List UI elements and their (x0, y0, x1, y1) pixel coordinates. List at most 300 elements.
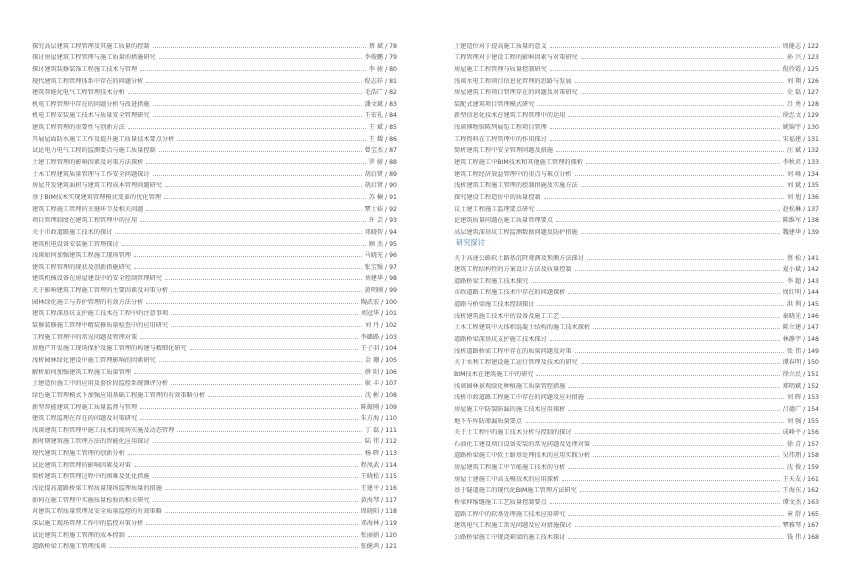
toc-entry-author-page: 刘 丹 / 102 (364, 322, 397, 330)
toc-entry-author-page: 王 耀 / 86 (368, 135, 397, 143)
toc-entry[interactable] (32, 306, 397, 318)
toc-entry[interactable] (32, 411, 397, 423)
toc-entry-title: 浅析建筑工程施工管理的控制措施及实施方法 (454, 182, 578, 190)
toc-entry[interactable] (32, 236, 397, 248)
dot-leader (580, 491, 780, 492)
dot-leader (575, 433, 780, 434)
toc-entry[interactable] (454, 483, 819, 495)
dot-leader (581, 58, 784, 59)
dot-leader (556, 221, 780, 222)
toc-entry-author-page: 罗 骏 / 88 (368, 159, 397, 167)
toc-entry-author-page: 刘 强 / 155 (786, 417, 819, 425)
toc-entry-title: 关于水利工程建设施工运行管理及技术的研究 (454, 359, 578, 367)
dot-leader (550, 128, 780, 129)
dot-leader (134, 256, 362, 257)
toc-entry[interactable] (454, 166, 819, 178)
toc-entry[interactable] (32, 143, 397, 155)
toc-entry[interactable] (454, 355, 819, 367)
toc-entry[interactable] (32, 445, 397, 457)
toc-entry-author-page: 胡启贤 / 90 (364, 182, 397, 190)
toc-entry-title: 市政道路工程施工技术中存在的问题探析 (454, 289, 566, 297)
toc-entry-title: 浅谈园林景观绿化种植施工质量管控措施 (454, 382, 566, 390)
toc-entry-author-page: 许 芸 / 93 (368, 217, 397, 225)
toc-entry-author-page: 章 舒 / 165 (786, 510, 819, 518)
toc-entry[interactable] (32, 282, 397, 294)
toc-entry-author-page: 徐立民 / 151 (782, 370, 819, 378)
toc-entry[interactable] (32, 201, 397, 213)
toc-entry[interactable] (454, 96, 819, 108)
dot-leader (159, 151, 362, 152)
toc-entry-author-page: 周红明 / 144 (782, 289, 819, 297)
toc-entry-title: 关于高速公路软土路基沉降观测及预测方法探讨 (454, 254, 584, 262)
toc-entry-title: 道路桥梁施工中软土路基处理技术的应用实践分析 (454, 452, 591, 460)
toc-entry-title: 对建筑工程质量管理及安全质量监控的有效策略 (32, 508, 162, 516)
toc-entry[interactable] (454, 119, 819, 131)
toc-entry[interactable] (454, 343, 819, 355)
dot-leader (140, 70, 366, 71)
toc-entry-author-page: 倪志祥 / 81 (364, 77, 397, 85)
toc-entry-title: 土木工程建筑质量管理与工作安全问题探讨 (32, 170, 150, 178)
dot-leader (568, 116, 779, 117)
dot-leader (550, 503, 780, 504)
toc-entry-title: 房屋土建施工中高支模技术的应用探析 (454, 475, 560, 483)
toc-entry-title: 土建工程管理的影响因素及对策方法探析 (32, 159, 144, 167)
toc-entry-author-page: 李 骏 / 80 (368, 65, 397, 73)
toc-entry-title: 工程施工管理中的常见问题及管理对策 (32, 333, 138, 341)
toc-entry[interactable] (454, 50, 819, 62)
toc-entry-title: 浅析园林绿化建设中施工管理影响的因素研究 (32, 356, 156, 364)
toc-entry-title: 项目管理制度在建筑工程管理中的应用 (32, 217, 138, 225)
toc-entry-title: 试论建筑工程施工管理的成本控制 (32, 531, 125, 539)
toc-entry[interactable] (454, 178, 819, 190)
dot-leader (581, 363, 780, 364)
toc-entry[interactable] (32, 248, 397, 260)
toc-entry[interactable] (454, 378, 819, 390)
toc-entry-author-page: 毛浩广 / 82 (364, 89, 397, 97)
toc-entry-author-page: 刘 旭 / 136 (786, 193, 819, 201)
dot-leader (575, 352, 784, 353)
toc-entry-author-page: 魏建华 / 139 (782, 228, 819, 236)
toc-entry-author-page: 李 超 / 143 (786, 277, 819, 285)
toc-entry[interactable] (32, 259, 397, 271)
toc-entry-author-page: 成峰平 / 156 (782, 429, 819, 437)
toc-entry[interactable] (32, 108, 397, 120)
toc-entry-title: 石油化工建设项目设备安装的常见问题及处理对策 (454, 440, 591, 448)
toc-entry[interactable] (454, 85, 819, 97)
dot-leader (171, 384, 362, 385)
dot-leader (146, 82, 361, 83)
toc-entry-author-page: 郑明斌 / 152 (782, 382, 819, 390)
toc-entry[interactable] (32, 376, 397, 388)
toc-entry-author-page: 沈 俊 / 159 (786, 464, 819, 472)
toc-entry-author-page: 林静宇 / 148 (782, 336, 819, 344)
toc-entry[interactable] (32, 166, 397, 178)
toc-entry-title: 浅论提高道路桥梁工程质量现场监理质量的措施 (32, 484, 162, 492)
toc-entry-title: 装配式建筑项目管理模式研究 (454, 100, 535, 108)
dot-leader (208, 396, 362, 397)
dot-leader (568, 293, 779, 294)
dot-leader (562, 317, 779, 318)
toc-entry-title: 浅谈博物馆陈列展览工程项目管理 (454, 124, 547, 132)
toc-entry-title: 浅析道路桥梁工程中存在的质量问题及对策 (454, 347, 572, 355)
dot-leader (550, 47, 780, 48)
toc-entry[interactable] (454, 320, 819, 332)
toc-entry-title: 浅谈如何加强建筑工程施工现场管理 (32, 252, 131, 260)
toc-entry[interactable] (454, 273, 819, 285)
toc-entry-title: 土建造价施工中的应用及套价段监控系统测评分析 (32, 380, 169, 388)
toc-entry-author-page: 沈 彬 / 108 (364, 391, 397, 399)
toc-entry-author-page: 黄海琴 / 117 (360, 496, 397, 504)
toc-entry[interactable] (454, 436, 819, 448)
toc-entry-title: 简析建筑工程中安全管理问题及措施 (454, 147, 553, 155)
toc-entry-author-page: 覃士裕 / 92 (364, 205, 397, 213)
toc-entry-author-page: 陈维军 / 138 (782, 217, 819, 225)
toc-entry[interactable] (32, 294, 397, 306)
dot-leader (164, 198, 366, 199)
toc-entry[interactable] (32, 213, 397, 225)
toc-entry[interactable] (454, 401, 819, 413)
toc-entry[interactable] (454, 471, 819, 483)
dot-leader (568, 538, 783, 539)
dot-leader (165, 279, 362, 280)
toc-entry[interactable] (32, 364, 397, 376)
toc-entry-author-page: 陈振刚 / 109 (360, 403, 397, 411)
toc-entry-author-page: 顾 杰 / 95 (368, 240, 397, 248)
toc-entry-title: 建筑工程结构性的方案设计方法及质量控制 (454, 266, 572, 274)
toc-entry-title: 建筑电气工程施工常见问题及应对措施探讨 (454, 522, 572, 530)
toc-entry-title: 建筑机电设备安装施工管理探讨 (32, 240, 119, 248)
toc-entry-author-page: 陆 伟 / 112 (364, 438, 397, 446)
toc-entry-author-page: 蔡 松 / 141 (786, 254, 819, 262)
dot-leader (593, 445, 784, 446)
toc-entry-author-page: 吕德广 / 154 (782, 405, 819, 413)
toc-entry-title: 浅谈建筑工程管理中施工技术的现场实施及动态管理 (32, 426, 175, 434)
dot-leader (537, 210, 779, 211)
toc-entry[interactable] (32, 178, 397, 190)
toc-entry[interactable] (32, 504, 397, 516)
toc-entry-title: 探讨建筑装修装饰工程施工技术与管理 (32, 65, 138, 73)
toc-entry[interactable] (32, 434, 397, 446)
dot-leader (109, 547, 357, 548)
toc-entry-title: 建筑工程施工管理的关键环节及相关问题 (32, 205, 144, 213)
dot-leader (581, 233, 780, 234)
toc-entry-title: 新型智能建筑工程施工质量监督与管理 (32, 403, 138, 411)
toc-entry[interactable] (454, 331, 819, 343)
toc-entry[interactable] (32, 399, 397, 411)
toc-entry[interactable] (32, 492, 397, 504)
dot-leader (575, 175, 784, 176)
dot-leader (544, 198, 784, 199)
toc-entry-author-page: 张丽娟 / 120 (360, 531, 397, 539)
toc-entry-author-page: 吕 勇 / 128 (786, 100, 819, 108)
toc-entry-author-page: 吴伟朋 / 158 (782, 452, 819, 460)
toc-entry-author-page: 刘 斌 / 135 (786, 182, 819, 190)
dot-leader (165, 489, 358, 490)
toc-entry-author-page: 覃雅琴 / 167 (782, 522, 819, 530)
toc-entry-title: 浅谈水电工程项目信息化管理的思路与发展 (454, 77, 572, 85)
dot-leader (537, 105, 783, 106)
dot-leader (593, 456, 779, 457)
toc-entry-author-page: 徐忠文 / 129 (782, 112, 819, 120)
toc-entry-author-page: 黄明刚 / 99 (364, 287, 397, 295)
dot-leader (153, 105, 362, 106)
toc-entry[interactable] (454, 131, 819, 143)
toc-entry[interactable] (454, 448, 819, 460)
dot-leader (190, 349, 358, 350)
toc-entry[interactable] (32, 38, 397, 50)
toc-entry-title: 房屋施工工程管理与质量控制研究 (454, 65, 547, 73)
toc-entry-title: 解析如何加强建筑工程施工质量管理 (32, 368, 131, 376)
dot-leader (562, 480, 779, 481)
toc-entry-title: 机电工程管理中存在的问题分析与改进措施 (32, 100, 150, 108)
toc-entry-title: 浅析建筑施工技术中的设备及施工工艺 (454, 312, 560, 320)
dot-leader (140, 408, 357, 409)
dot-leader (153, 477, 358, 478)
dot-leader (593, 328, 779, 329)
toc-entry[interactable] (32, 96, 397, 108)
toc-entry[interactable] (32, 73, 397, 85)
toc-entry[interactable] (454, 308, 819, 320)
toc-entry[interactable] (32, 480, 397, 492)
toc-entry-title: 绿色施工管理模式下加强应用基础工程施工管理的有效策略分析 (32, 391, 206, 399)
toc-entry[interactable] (454, 224, 819, 236)
toc-entry[interactable] (454, 38, 819, 50)
toc-entry[interactable] (454, 143, 819, 155)
toc-entry[interactable] (32, 515, 397, 527)
toc-entry-author-page: 王子羽 / 104 (360, 345, 397, 353)
toc-entry-author-page: 胡启贤 / 89 (364, 170, 397, 178)
toc-entry-author-page: 刘冠华 / 101 (360, 310, 397, 318)
dot-leader (568, 387, 779, 388)
toc-entry-title: 建筑工程经济效益管理中的重点与难点分析 (454, 170, 572, 178)
toc-entry-author-page: 王海东 / 162 (782, 487, 819, 495)
toc-entry-title: 土木工程建筑中大体积混凝土结构的施工技术探析 (454, 324, 591, 332)
toc-entry-title: 机电工程安装施工技术与质量安全管理研究 (32, 112, 150, 120)
toc-entry[interactable] (32, 224, 397, 236)
toc-entry[interactable] (32, 271, 397, 283)
toc-entry-author-page: 苏 楠 / 91 (368, 193, 397, 201)
toc-entry-author-page: 谭文杰 / 163 (782, 498, 819, 506)
dot-leader (531, 282, 784, 283)
toc-entry[interactable] (32, 469, 397, 481)
toc-entry[interactable] (454, 213, 819, 225)
toc-entry[interactable] (454, 189, 819, 201)
dot-leader (550, 340, 780, 341)
dot-leader (581, 186, 784, 187)
toc-entry-title: 道路与桥梁施工技术控制探讨 (454, 301, 535, 309)
toc-entry[interactable] (454, 154, 819, 166)
dot-leader (140, 338, 357, 339)
dot-leader (153, 47, 366, 48)
toc-entry-title: 工程资料在工程管理中的作用探讨 (454, 135, 547, 143)
dot-leader (159, 361, 362, 362)
toc-entry[interactable] (32, 422, 397, 434)
toc-entry-author-page: 薛 阳 / 106 (364, 368, 397, 376)
toc-entry-title: 新时期建筑施工管理方法的智能化应用探讨 (32, 438, 150, 446)
toc-entry-title: 道路桥梁深基坑支护施工技术探讨 (454, 336, 547, 344)
toc-entry[interactable] (454, 506, 819, 518)
dot-leader (568, 468, 783, 469)
toc-entry[interactable] (32, 317, 397, 329)
toc-entry[interactable] (454, 73, 819, 85)
dot-leader (140, 221, 366, 222)
toc-entry[interactable] (454, 366, 819, 378)
toc-right-bottom-list (454, 250, 819, 541)
dot-leader (171, 291, 361, 292)
toc-entry-title: 建筑工程管理的重要性与创新方法 (32, 124, 125, 132)
dot-leader (153, 442, 362, 443)
toc-entry[interactable] (32, 50, 397, 62)
dot-leader (177, 140, 365, 141)
toc-entry-author-page: 王建平 / 116 (360, 484, 397, 492)
toc-entry[interactable] (32, 119, 397, 131)
toc-entry-author-page: 耿 丰 / 107 (364, 380, 397, 388)
toc-entry[interactable] (454, 201, 819, 213)
dot-leader (153, 501, 358, 502)
toc-entry[interactable] (32, 527, 397, 539)
toc-entry-title: 建筑工程施工中BIM技术和其他施工管理的探析 (454, 159, 583, 167)
toc-entry-title: 现代建筑工程施工管理的创新分析 (32, 450, 125, 458)
toc-entry[interactable] (32, 457, 397, 469)
dot-leader (568, 410, 779, 411)
dot-leader (177, 431, 362, 432)
toc-entry[interactable] (454, 459, 819, 471)
toc-entry-author-page: 陶武宏 / 100 (360, 298, 397, 306)
section-heading: 研究探讨 (456, 237, 485, 247)
toc-entry[interactable] (454, 262, 819, 274)
dot-leader (159, 58, 362, 59)
toc-entry-title: BIM技术在建筑施工中的研究 (454, 370, 534, 378)
toc-entry-author-page: 朱方海 / 110 (360, 415, 397, 423)
toc-entry-title: 开展屋面防水施工工作及提升施工质量技术要点分析 (32, 135, 175, 143)
toc-entry-author-page: 王晓松 / 115 (360, 473, 397, 481)
toc-entry-title: 房屋开发建筑面积与建筑工程成本管理问题研究 (32, 182, 162, 190)
toc-entry[interactable] (32, 329, 397, 341)
toc-entry-title: 探讨房屋建筑工程管理与施工质量的措施研究 (32, 54, 156, 62)
toc-entry[interactable] (454, 250, 819, 262)
toc-entry-author-page: 程凤武 / 114 (360, 461, 397, 469)
toc-entry[interactable] (32, 154, 397, 166)
toc-entry-title: 试论建筑工程管理的影响因素及对策 (32, 461, 131, 469)
toc-entry[interactable] (454, 108, 819, 120)
dot-leader (128, 93, 362, 94)
toc-entry-title: 道路桥梁工程施工技术探究 (454, 277, 529, 285)
toc-entry-author-page: 史 磊 / 127 (786, 89, 819, 97)
toc-entry-title: 建筑工程管理的现状及创新措施研究 (32, 263, 131, 271)
toc-entry-author-page: 周晓阳 / 118 (360, 508, 397, 516)
dot-leader (146, 524, 357, 525)
toc-entry[interactable] (454, 494, 819, 506)
dot-leader (525, 422, 784, 423)
toc-entry-title: 公路桥梁施工中现浇箱梁的施工技术探讨 (454, 533, 566, 541)
toc-entry-title: 建筑工程深基坑支护施工技术在工程中的注意事项 (32, 310, 169, 318)
toc-entry-author-page: 李璐路 / 103 (360, 333, 397, 341)
toc-entry-author-page: 徐 青 / 157 (786, 440, 819, 448)
toc-entry-author-page: 张宝强 / 97 (364, 263, 397, 271)
toc-entry-author-page: 周健志 / 122 (782, 42, 819, 50)
toc-entry-author-page: 姚锦宇 / 130 (782, 124, 819, 132)
toc-entry-title: 地下车库防渗漏质量要点 (454, 417, 523, 425)
toc-entry[interactable] (454, 425, 819, 437)
toc-entry-title: 探究高层建筑工程管理及其施工质量的控制 (32, 42, 150, 50)
toc-entry[interactable] (32, 131, 397, 143)
toc-entry-title: 探究建设工程造价中的质量控制 (454, 193, 541, 201)
toc-entry-author-page: 张 伟 / 149 (786, 347, 819, 355)
toc-entry[interactable] (454, 61, 819, 73)
toc-entry-author-page: 潘文斌 / 83 (364, 100, 397, 108)
toc-entry-title: 房屋施工中防裂防漏的施工技术应用探析 (454, 405, 566, 413)
toc-entry-title: 浅析市政道路工程施工中存在的问题及应对措施 (454, 394, 584, 402)
toc-entry-author-page: 秦晓光 / 146 (782, 312, 819, 320)
toc-entry-author-page: 钱 伟 / 168 (786, 533, 819, 541)
toc-entry-title: 道路桥梁工程施工管理浅谈 (32, 543, 107, 551)
toc-entry-author-page: 谭春明 / 150 (782, 359, 819, 367)
toc-entry[interactable] (32, 189, 397, 201)
dot-leader (550, 70, 780, 71)
toc-entry-author-page: 蔡 斌 / 78 (368, 42, 397, 50)
toc-entry[interactable] (32, 61, 397, 73)
toc-entry-title: 园林绿化施工与养护管理的有效方法分析 (32, 298, 144, 306)
dot-leader (146, 210, 361, 211)
toc-entry-author-page: 李秋君 / 133 (782, 159, 819, 167)
toc-entry-title: 基于隧道施工的现代化BIM施工管理方法研究 (454, 487, 577, 495)
toc-entry[interactable] (454, 529, 819, 541)
toc-entry[interactable] (32, 85, 397, 97)
toc-entry[interactable] (454, 413, 819, 425)
toc-entry[interactable] (454, 285, 819, 297)
toc-entry[interactable] (32, 341, 397, 353)
dot-leader (587, 398, 784, 399)
toc-entry-title: 关于土工程中的施工技术分析与控制的探讨 (454, 429, 572, 437)
toc-entry-author-page: 张健鸿 / 121 (360, 543, 397, 551)
toc-entry[interactable] (454, 518, 819, 530)
toc-entry-title: 简析建筑工程管理过程中的困难及优化措施 (32, 473, 150, 481)
dot-leader (536, 375, 779, 376)
toc-entry-title: 关于影响建筑工程施工管理的主要因素及对策分析 (32, 287, 169, 295)
toc-right-top-list (454, 38, 819, 236)
toc-entry[interactable] (32, 539, 397, 551)
toc-entry[interactable] (32, 352, 397, 364)
toc-entry-title: 论建筑质量问题在施工质量管理要点 (454, 217, 553, 225)
dot-leader (134, 373, 362, 374)
toc-entry-title: 建筑工程监理在存在的问题及对策研究 (32, 415, 138, 423)
toc-entry-author-page: 马晓光 / 96 (364, 252, 397, 260)
toc-entry-author-page: 宋福建 / 131 (782, 135, 819, 143)
toc-entry-title: 建筑机械设备在房屋建设中的安全控制管理研究 (32, 275, 162, 283)
toc-right-column (454, 38, 819, 541)
dot-leader (146, 303, 357, 304)
toc-entry-title: 议土建工程施工监理要点研究 (454, 205, 535, 213)
toc-entry-author-page: 夏小斌 / 142 (782, 266, 819, 274)
dot-leader (153, 116, 362, 117)
toc-entry-title: 土建造价对于提高施工质量的意义 (454, 42, 547, 50)
toc-entry-title: 试论电力电气工程的监测要点与施工质量控制 (32, 147, 156, 155)
dot-leader (134, 268, 362, 269)
toc-entry-author-page: 刘建华 / 98 (364, 275, 397, 283)
dot-leader (153, 175, 362, 176)
toc-entry[interactable] (32, 387, 397, 399)
toc-entry[interactable] (454, 390, 819, 402)
dot-leader (537, 305, 783, 306)
toc-entry[interactable] (454, 296, 819, 308)
toc-entry-title: 现代建筑工程管理体系中存在的问题分析 (32, 77, 144, 85)
toc-entry-author-page: 邓晓智 / 94 (364, 228, 397, 236)
toc-entry-title: 新型信息化技术在建筑工程管理中的运用 (454, 112, 566, 120)
toc-entry-author-page: 倪伶霞 / 125 (782, 65, 819, 73)
toc-entry-author-page: 王 斌 / 85 (368, 124, 397, 132)
toc-entry-author-page: 刘 翔 / 126 (786, 77, 819, 85)
toc-entry-title: 如何在施工管理中实施质量检验的相关研究 (32, 496, 150, 504)
